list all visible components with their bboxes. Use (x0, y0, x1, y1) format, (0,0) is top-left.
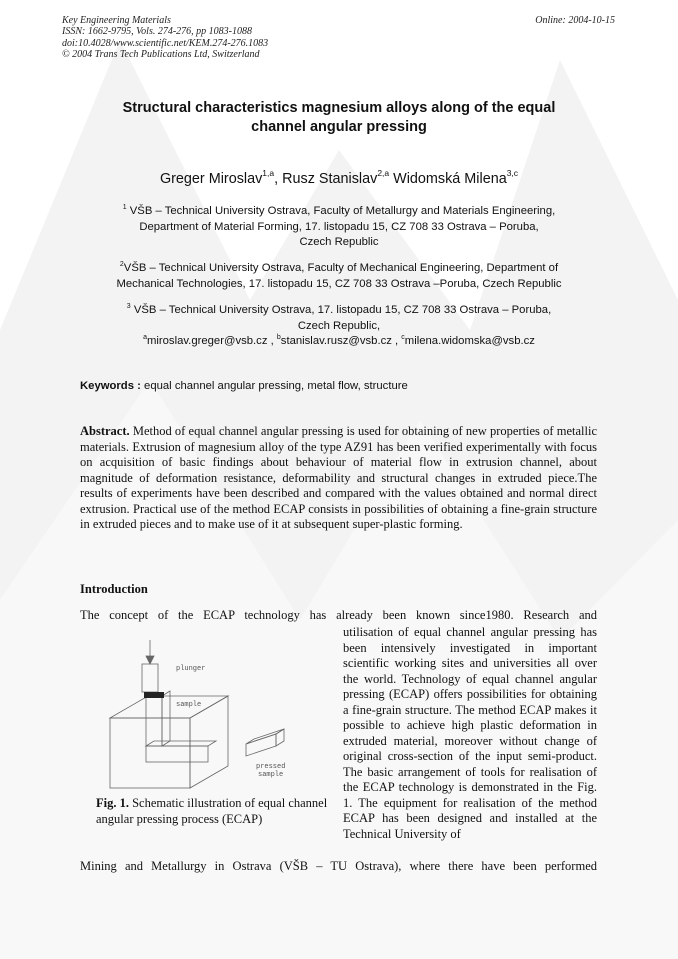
email-link[interactable]: stanislav.rusz@vsb.cz (280, 335, 392, 348)
section-heading-introduction: Introduction (80, 582, 148, 596)
affiliation-3 (88, 303, 590, 350)
abstract-text: Method of equal channel angular pressing is used for obtaining of new properties of metallic materials. Extrusion of magnesium alloy of the type AZ91 has been verified experimentally with focus on acquisition of basic findings about behaviour of material flow in extrusion channel, about magnitude of deformation resistance, deformability and structural changes in extruded piece.The results of experiments have been described and compared with the values obtained and normal direct extrusion. Practical use of the method ECAP consists in possibilities of obtaining a fine-grain structure in extruded pieces and to make use of it at subsequent super-plastic forming. (80, 424, 597, 531)
intro-first-line: The concept of the ECAP technology has already been known since1980. Research and (80, 608, 597, 622)
author-list (60, 169, 618, 189)
keywords-label: Keywords : (80, 380, 141, 392)
email-separator: , (267, 335, 277, 348)
pressed-sample-top (246, 729, 284, 744)
email-separator: , (391, 335, 402, 348)
email-superscript: b (276, 334, 281, 342)
label-pressed-sample: sample (258, 771, 284, 779)
affiliation-1 (88, 204, 590, 251)
author-superscript: 3,c (506, 168, 519, 178)
label-plunger: plunger (176, 665, 206, 673)
affiliation-text: Czech Republic (299, 236, 379, 249)
ecap-schematic-figure (98, 636, 318, 796)
title-line-2: channel angular pressing (251, 119, 427, 135)
affiliation-number: 1 (122, 204, 127, 211)
caption-label: Fig. 1. (96, 796, 129, 810)
plunger-shape (142, 664, 158, 692)
online-date: Online: 2004-10-15 (535, 15, 615, 26)
vertical-channel (146, 696, 162, 746)
label-sample: sample (176, 701, 202, 709)
pressed-sample-front (246, 734, 276, 756)
journal-doi: doi:10.4028/www.scientific.net/KEM.274-276.1083 (62, 37, 269, 49)
horizontal-channel (146, 746, 208, 762)
affiliation-2 (88, 261, 590, 292)
intro-last-line: Mining and Metallurgy in Ostrava (VŠB – TU Ostrava), where there have been performed (80, 859, 597, 873)
journal-issn: ISSN: 1662-9795, Vols. 274-276, pp 1083-1088 (62, 26, 252, 38)
keywords-text: equal channel angular pressing, metal flow, structure (140, 380, 408, 392)
affiliation-text: Department of Material Forming, 17. listopadu 15, CZ 708 33 Ostrava – Poruba, (139, 220, 539, 233)
email-superscript: c (401, 334, 405, 342)
abstract-label: Abstract. (80, 424, 130, 438)
author-name: Greger Miroslav (159, 171, 263, 187)
caption-text: Schematic illustration of equal channel angular pressing process (ECAP) (96, 796, 328, 826)
author-name: Widomská Milena (393, 171, 507, 187)
affiliation-text: VŠB – Technical University Ostrava, Faculty of Metallurgy and Materials Engineering, (126, 205, 556, 217)
email-link[interactable]: miroslav.greger@vsb.cz (146, 335, 268, 348)
title-line-1: Structural characteristics magnesium alloys along of the equal (122, 100, 556, 116)
affiliation-text: VŠB – Technical University Ostrava, Faculty of Mechanical Engineering, Department of (123, 262, 559, 274)
abstract (80, 424, 597, 533)
journal-header (62, 15, 392, 61)
die-side (190, 696, 228, 788)
die-front (110, 718, 190, 788)
channel-side (162, 691, 170, 746)
affiliation-number: 2 (119, 261, 124, 268)
journal-copyright: © 2004 Trans Tech Publications Ltd, Switzerland (62, 49, 260, 61)
affiliation-text: Czech Republic, (297, 319, 381, 332)
label-pressed: pressed (256, 763, 286, 771)
affiliation-number: 3 (126, 303, 131, 310)
affiliation-text: Mechanical Technologies, 17. listopadu 15, CZ 708 33 Ostrava –Poruba, Czech Republic (116, 277, 562, 290)
keywords (80, 379, 600, 394)
email-line (88, 334, 590, 350)
channel-top (146, 741, 216, 746)
author-superscript: 1,a (262, 168, 275, 178)
email-superscript: a (143, 334, 147, 342)
journal-name: Key Engineering Materials (62, 15, 171, 26)
author-name: Rusz Stanislav (282, 171, 378, 187)
intro-column-text: utilisation of equal channel angular pressing has been intensively investigated in important scientific working sites and universities all over the world. Technology of equal channel angular pressing (ECAP) offers possibilities for obtaining a fine-grain structure. The method ECAP makes it possible to achieve high plastic deformation in extruded material, moreover without change of original cross-section of the input semi-product. The basic arrangement of tools for realisation of the ECAP technology is demonstrated in the Fig. 1. The equipment for realisation of the method ECAP has been designed and installed at the Technical University of (343, 625, 597, 841)
email-link[interactable]: milena.widomska@vsb.cz (404, 335, 535, 348)
author-superscript: 2,a (377, 168, 390, 178)
sample-block (144, 692, 164, 698)
die-top (110, 696, 228, 718)
affiliation-text: VŠB – Technical University Ostrava, 17. listopadu 15, CZ 708 33 Ostrava – Poruba, (130, 304, 552, 316)
author-separator: , (274, 171, 283, 187)
figure-caption (96, 795, 336, 827)
arrow-head (146, 656, 154, 664)
paper-title (60, 99, 618, 137)
